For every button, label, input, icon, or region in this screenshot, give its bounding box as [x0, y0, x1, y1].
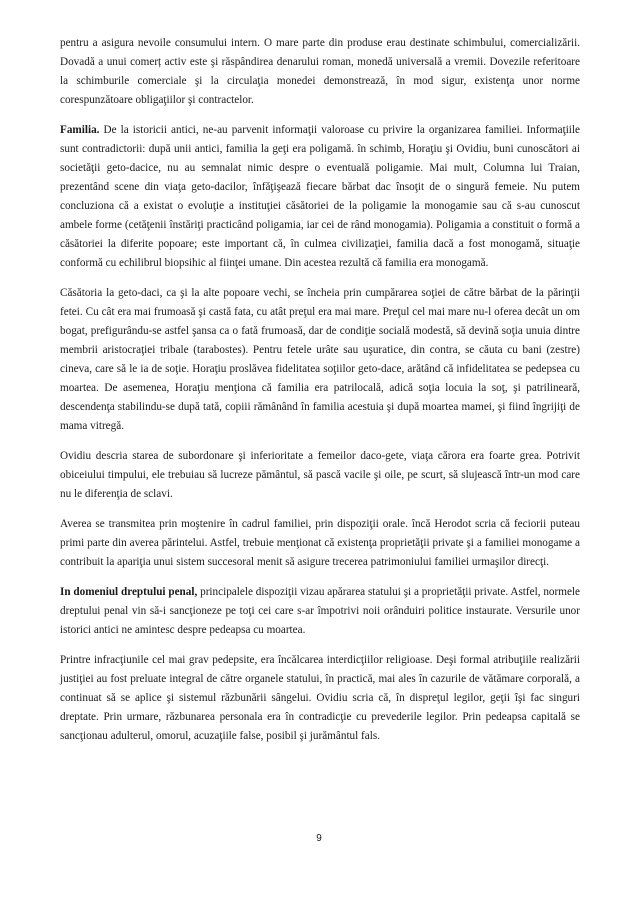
- paragraph-text: pentru a asigura nevoile consumului intern. O mare parte din produse erau destinate schimbului, comercializării. Dovadă a unui comerț activ este şi răspândirea denarului roman, monedă universală a vremii. Dovezile referitoare la schimburile comerciale şi la circulaţia monedei demonstrează, în mod sigur, existenţa unor norme corespunzătoare obligaţiilor şi contractelor.: [60, 37, 580, 106]
- paragraph-text: De la istoricii antici, ne-au parvenit informaţii valoroase cu privire la organizarea familiei. Informaţiile sunt contradictorii: după unii antici, familia la geţi era poligamă. în schimb, Horaţiu şi Ovidiu, buni cunoscători ai societăţii geto-dacice, nu au semnalat nimic despre o eventuală poligamie. Mai mult, Columna lui Traian, prezentând scene din viaţa geto-dacilor, înfăţişează fiecare bărbat dac însoţit de o singură femeie. Nu putem concluziona că a existat o evoluţie a instituţiei căsătoriei de la poligamie la monogamie sau că s-au cunoscut ambele forme (cetăţenii înstăriţi practicând poligamia, iar cei de rând monogamia). Poligamia a constituit o formă a căsătoriei la diferite popoare; este important că, în culmea civilizaţiei, familia dacă a fost monogamă, situaţie conformă cu echilibrul biopsihic al fiinţei umane. Din acestea rezultă că familia era monogamă.: [60, 124, 580, 269]
- paragraph-text: Averea se transmitea prin moştenire în cadrul familiei, prin dispoziţii orale. încă Herodot scria că feciorii puteau primi parte din averea părintelui. Astfel, trebuie menţionat că existenţa proprietăţii private şi a familiei monogame a contribuit la apariţia unui sistem succesoral menit să asigure trecerea patrimoniului familiei urmaşilor direcţi.: [60, 518, 580, 568]
- paragraph-women: [60, 447, 580, 504]
- paragraph-inheritance: [60, 515, 580, 572]
- paragraph-penal-law: [60, 583, 580, 640]
- paragraph-trade: [60, 34, 580, 110]
- page-number: 9: [316, 833, 322, 844]
- paragraph-heading-family: Familia.: [60, 124, 100, 136]
- document-page: [60, 34, 580, 757]
- paragraph-heading-penal-law: In domeniul dreptului penal,: [60, 586, 198, 598]
- paragraph-marriage: [60, 284, 580, 436]
- paragraph-offenses: [60, 651, 580, 746]
- paragraph-text: Căsătoria la geto-daci, ca şi la alte popoare vechi, se încheia prin cumpărarea soţiei de către bărbat de la părinţii fetei. Cu cât era mai frumoasă şi castă fata, cu atât preţul era mai mare. Preţul cel mai mare nu-l oferea decât un om bogat, prefigurându-se astfel şansa ca o fată frumoasă, dar de condiţie socială modestă, să devină soţia unuia dintre membrii aristocraţiei tribale (tarabostes). Pentru fetele urâte sau uşuratice, din contra, se căuta cu bani (zestre) cineva, care să le ia de soţie. Horaţiu proslăvea fidelitatea soţiilor geto-dace, arătând că infidelitatea se pedepsea cu moartea. De asemenea, Horaţiu menţiona că familia era patrilocală, adică soţia locuia la soţ, şi patrilineară, descendenţa stabilindu-se după tată, copiii rămânând în familia acestuia şi după moartea mamei, şi fiind îngrijiţi de mama vitregă.: [60, 287, 580, 432]
- paragraph-text: Ovidiu descria starea de subordonare şi inferioritate a femeilor daco-gete, viaţa cărora era foarte grea. Potrivit obiceiului timpului, ele trebuiau să lucreze pământul, să pască vacile şi oile, pe scurt, să slujească într-un mod care nu le diferenţia de sclavi.: [60, 450, 580, 500]
- paragraph-text: Printre infracţiunile cel mai grav pedepsite, era încălcarea interdicţiilor religioase. Deşi formal atribuţiile realizării justiţiei au fost preluate integral de către organele statului, în practică, mai ales în cazurile de vătămare corporală, a continuat să se aplice şi sistemul răzbunării sângelui. Ovidiu scria că, în dispreţul legilor, geţii îşi fac singuri dreptate. Prin urmare, răzbunarea personala era în contradicţie cu prevederile legilor. Prin pedeapsa capitală se sancţionau adulterul, omorul, acuzaţiile false, posibil şi jurământul fals.: [60, 654, 580, 742]
- paragraph-text: principalele dispoziţii vizau apărarea statului şi a proprietăţii private. Astfel, normele dreptului penal vin să-i sancţioneze pe toţi cei care s-ar împotrivi noii orânduiri politice instaurate. Versurile unor istorici antici ne amintesc despre pedeapsa cu moartea.: [60, 586, 580, 636]
- paragraph-family: [60, 121, 580, 273]
